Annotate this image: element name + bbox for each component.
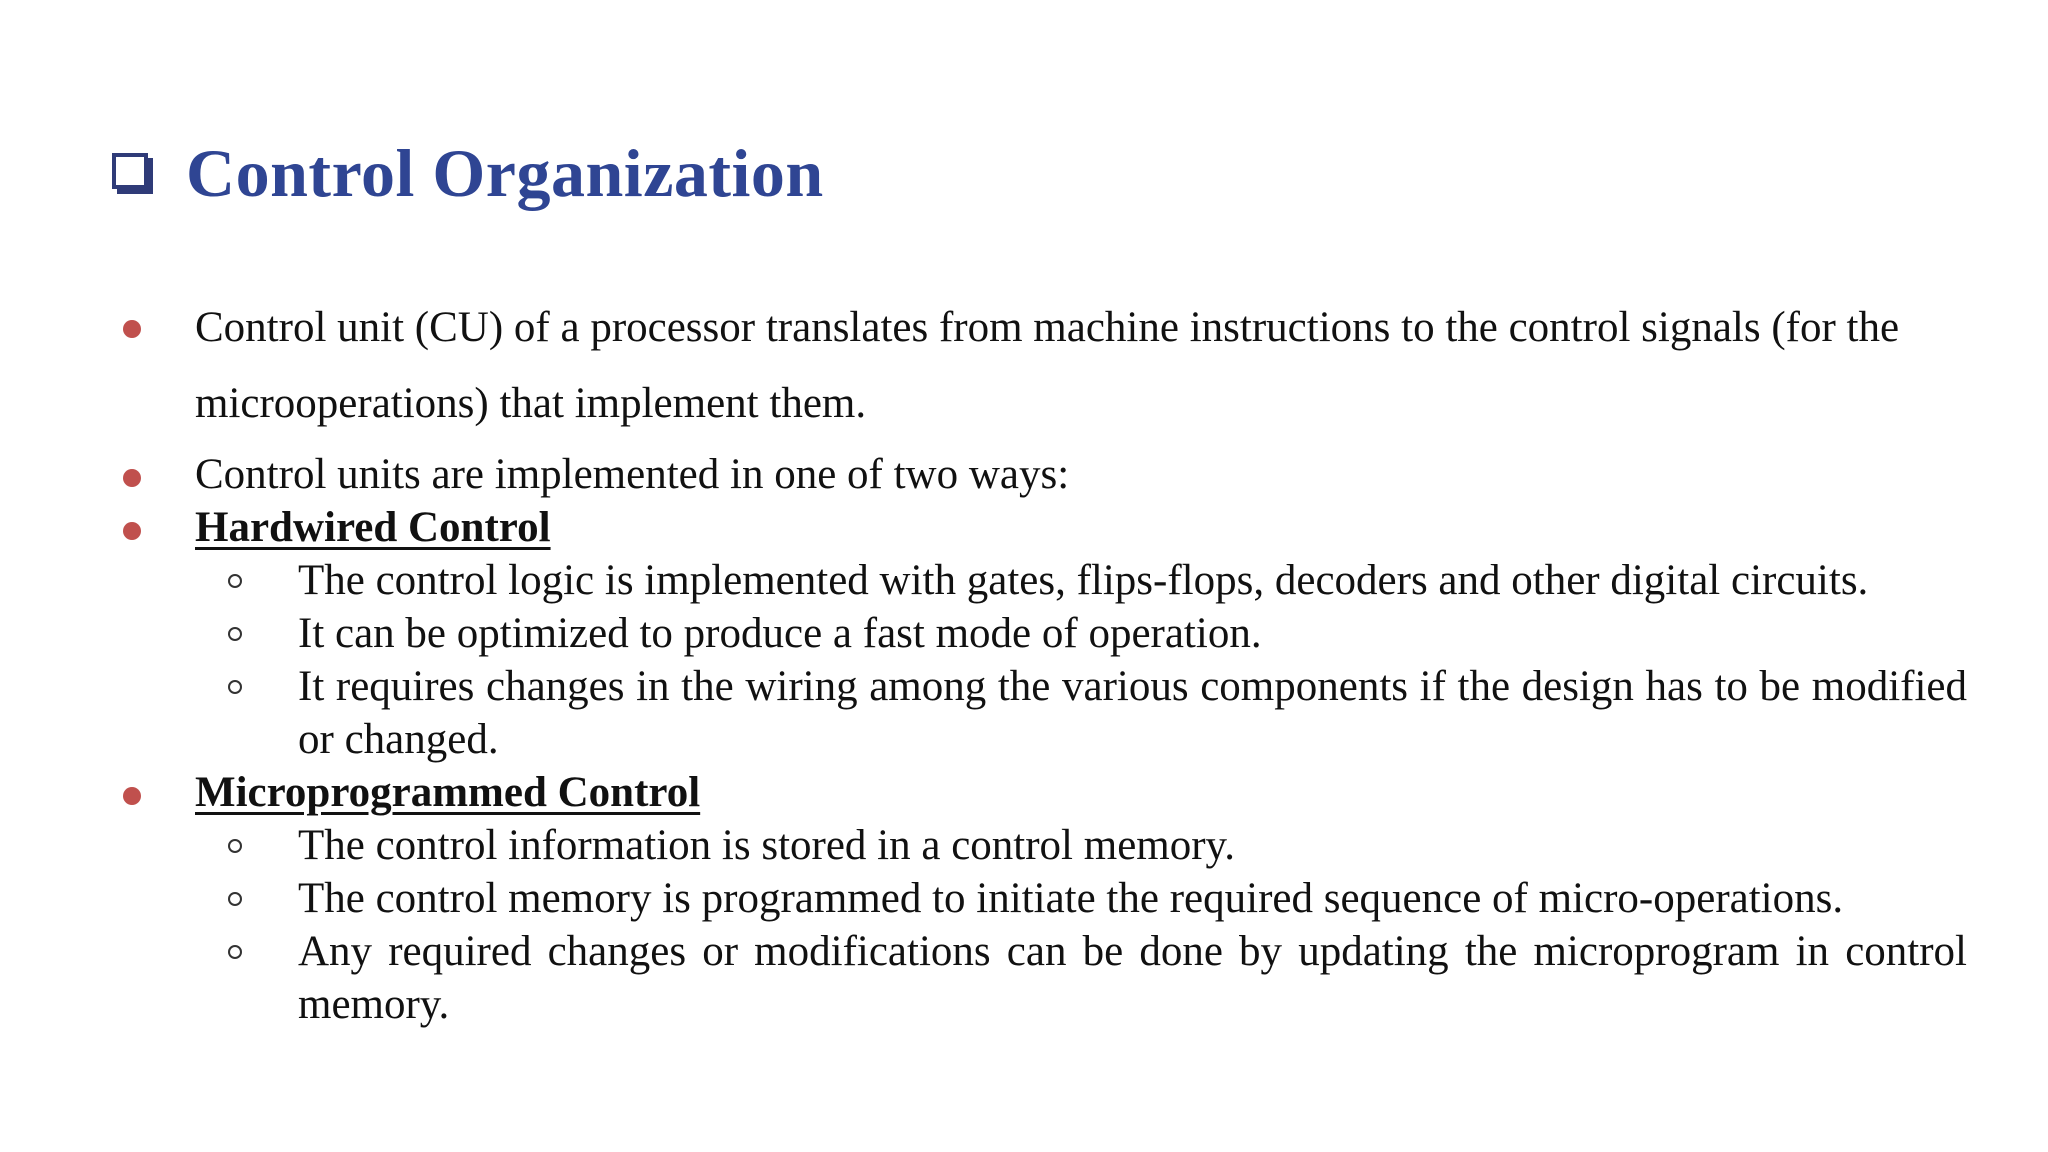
sub-item [112, 925, 1987, 1031]
sub-item [112, 819, 1987, 872]
hollow-circle-bullet-icon [228, 680, 242, 694]
hollow-circle-bullet-icon [228, 839, 242, 853]
bullet-dot-icon [123, 522, 141, 540]
bullet-item-two-ways [112, 448, 1987, 501]
sub-item [112, 607, 1987, 660]
sub-item-text: It can be optimized to produce a fast mode of operation. [298, 610, 1262, 657]
bullet-text: Control units are implemented in one of two ways: [195, 451, 1070, 498]
bullet-list [112, 290, 1987, 1031]
sub-item [112, 554, 1987, 607]
sub-item-text: It requires changes in the wiring among the various components if the design has to be modified or changed. [298, 663, 1967, 763]
hollow-circle-bullet-icon [228, 892, 242, 906]
section-heading-hardwired: Hardwired Control [195, 504, 551, 551]
sub-item [112, 872, 1987, 925]
sub-item-text: The control information is stored in a control memory. [298, 822, 1236, 869]
hollow-circle-bullet-icon [228, 574, 242, 588]
bullet-dot-icon [123, 787, 141, 805]
sub-item [112, 660, 1987, 766]
bullet-item-cu-translation [112, 290, 1987, 442]
bullet-dot-icon [123, 320, 141, 338]
checkbox-square-icon [112, 153, 152, 193]
bullet-text: Control unit (CU) of a processor translates from machine instructions to the control signals (for the microoperations) that implement them. [195, 304, 1900, 427]
slide-title: Control Organization [186, 135, 824, 211]
hollow-circle-bullet-icon [228, 945, 242, 959]
bullet-item-microprogrammed-control [112, 766, 1987, 819]
sub-item-text: Any required changes or modifications can be done by updating the microprogram in control memory. [298, 928, 1967, 1028]
section-heading-microprogrammed: Microprogrammed Control [195, 769, 701, 816]
bullet-dot-icon [123, 469, 141, 487]
sub-item-text: The control memory is programmed to initiate the required sequence of micro-operations. [298, 875, 1844, 922]
title-row [112, 128, 824, 218]
sub-item-text: The control logic is implemented with gates, flips-flops, decoders and other digital circuits. [298, 557, 1869, 604]
hollow-circle-bullet-icon [228, 627, 242, 641]
bullet-item-hardwired-control [112, 501, 1987, 554]
